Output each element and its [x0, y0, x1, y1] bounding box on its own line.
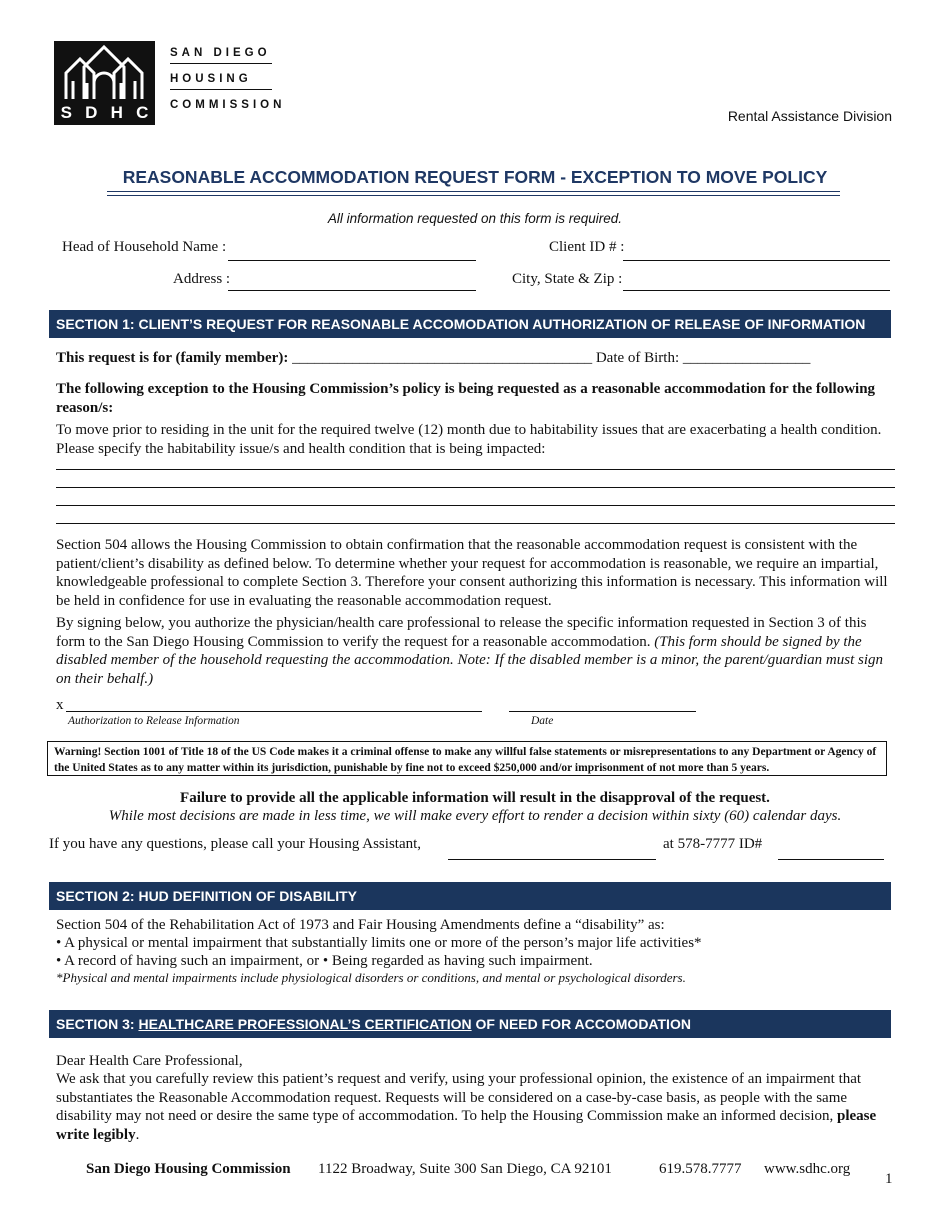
disability-definition-intro: Section 504 of the Rehabilitation Act of 1973 and Fair Housing Amendments define a “disability” as: — [56, 917, 665, 933]
assistant-id-field[interactable] — [778, 845, 884, 860]
dob-label: Date of Birth: — [595, 350, 680, 366]
logo-line: COMMISSION — [170, 99, 286, 111]
required-note: All information requested on this form is required. — [327, 211, 623, 226]
disability-footnote: *Physical and mental impairments include physiological disorders or conditions, and mental or psychological disorders. — [56, 970, 686, 985]
section3-header — [49, 1010, 891, 1038]
footer-org: San Diego Housing Commission — [86, 1161, 291, 1177]
title-rule — [107, 195, 840, 196]
address-label: Address : — [173, 271, 231, 287]
request-for-field[interactable]: ________________________________________ — [292, 350, 593, 366]
failure-notice: Failure to provide all the applicable information will result in the disapproval of the request. — [180, 790, 770, 806]
section1-header: SECTION 1: CLIENT’S REQUEST FOR REASONABLE ACCOMODATION AUTHORIZATION OF RELEASE OF INFORMATION — [49, 310, 891, 338]
warning-box: Warning! Section 1001 of Title 18 of the US Code makes it a criminal offense to make any willful false statements or misrepresentations to any Department or Agency of the United States as to any matter within its jurisdiction, punishable by fine not to exceed $250,000 and/or imprisonment of not more than 5 years. — [47, 741, 887, 776]
section3-title-underlined: HEALTHCARE PROFESSIONAL’S CERTIFICATION — [138, 1016, 472, 1032]
move-reason-text: To move prior to residing in the unit for the required twelve (12) month due to habitability issues that are exacerbating a health condition. Please specify the habitability issue/s and health condition that is being impacted: — [56, 422, 882, 457]
reason-entry-line[interactable] — [56, 505, 895, 506]
signature-field[interactable] — [66, 697, 482, 712]
request-for-label: This request is for (family member): — [56, 350, 289, 366]
footer-address: 1122 Broadway, Suite 300 San Diego, CA 92101 — [318, 1161, 612, 1177]
address-field[interactable] — [228, 276, 476, 291]
title-rule — [107, 191, 840, 192]
footer-phone: 619.578.7777 — [659, 1161, 742, 1177]
section3-body — [56, 1070, 898, 1144]
disability-bullet-2: • A record of having such an impairment, or • Being regarded as having such impairment. — [56, 953, 593, 969]
dob-field[interactable]: _________________ — [682, 350, 811, 366]
greeting: Dear Health Care Professional, — [56, 1053, 243, 1069]
reason-entry-line[interactable] — [56, 523, 895, 524]
logo-letter: S — [60, 103, 72, 122]
authorization-note: (This form should be signed by the disabled member of the household requesting the accommodation. Note: If the disabled member is a minor, the parent/guardian must sign on their behalf.) — [56, 633, 883, 687]
request-for-row — [56, 349, 896, 368]
form-title: REASONABLE ACCOMMODATION REQUEST FORM - EXCEPTION TO MOVE POLICY — [122, 167, 828, 187]
logo-letter: D — [85, 103, 98, 122]
section3-body-end: . — [135, 1126, 140, 1143]
division-label: Rental Assistance Division — [727, 108, 892, 124]
city-state-zip-field[interactable] — [623, 276, 890, 291]
authorization-text: By signing below, you authorize the physician/health care professional to release the specific information requested in Section 3 of this form to the San Diego Housing Commission to verify the request for a reasonable accommodation. — [56, 615, 867, 650]
phone-text: at 578-7777 ID# — [663, 836, 763, 852]
signature-label: Authorization to Release Information — [68, 715, 240, 727]
date-label: Date — [531, 715, 554, 727]
client-id-field[interactable] — [623, 246, 890, 261]
logo-letter: H — [110, 103, 123, 122]
head-of-household-field[interactable] — [228, 246, 476, 261]
decision-note: While most decisions are made in less time, we will make every effort to render a decision within sixty (60) calendar days. — [108, 808, 842, 824]
exception-heading: The following exception to the Housing Commission’s policy is being requested as a reasonable accommodation for the following reason/s: — [56, 381, 876, 416]
section2-header: SECTION 2: HUD DEFINITION OF DISABILITY — [49, 882, 891, 910]
section3-title-suffix: OF NEED FOR ACCOMODATION — [471, 1016, 691, 1032]
section3-body-text: We ask that you carefully review this patient’s request and verify, using your professional opinion, the existence of an impairment that substantiates the Reasonable Accommodation request. Requests will be considered on a case-by-case basis, as people with the same disability may not need or desire the same type of accommodation. To help the Housing Commission make an informed decision, — [56, 1071, 862, 1124]
signature-date-field[interactable] — [509, 697, 696, 712]
section3-body-bold: please write legibly — [56, 1108, 877, 1143]
page-number: 1 — [885, 1171, 893, 1187]
head-of-household-label: Head of Household Name : — [62, 239, 227, 255]
reason-entry-line[interactable] — [56, 487, 895, 488]
houses-icon — [54, 43, 155, 105]
city-state-zip-label: City, State & Zip : — [512, 271, 623, 287]
logo-line: HOUSING — [170, 70, 272, 90]
authorization-paragraph — [56, 614, 898, 688]
signature-x: x — [56, 697, 64, 713]
section3-title-prefix: SECTION 3: — [56, 1016, 139, 1032]
logo-wordmark — [170, 44, 286, 121]
logo-line: SAN DIEGO — [170, 44, 272, 64]
footer-website[interactable]: www.sdhc.org — [764, 1161, 851, 1177]
sdhc-logo — [54, 41, 155, 125]
section-504-paragraph: Section 504 allows the Housing Commission to obtain confirmation that the reasonable accommodation request is consistent with the patient/client’s disability as defined below. To determine whether your request for accommodation is reasonable, we require an impartial, knowledgeable professional to complete Section 3. Therefore your consent authorizing this information is necessary. This information will be held in confidence for use in evaluating the reasonable accommodation request. — [56, 537, 888, 609]
disability-bullet-1: • A physical or mental impairment that substantially limits one or more of the person’s major life activities* — [56, 935, 702, 951]
questions-text: If you have any questions, please call your Housing Assistant, — [49, 836, 422, 852]
logo-letter: C — [136, 103, 149, 122]
housing-assistant-field[interactable] — [448, 845, 656, 860]
client-id-label: Client ID # : — [549, 239, 625, 255]
reason-entry-line[interactable] — [56, 469, 895, 470]
